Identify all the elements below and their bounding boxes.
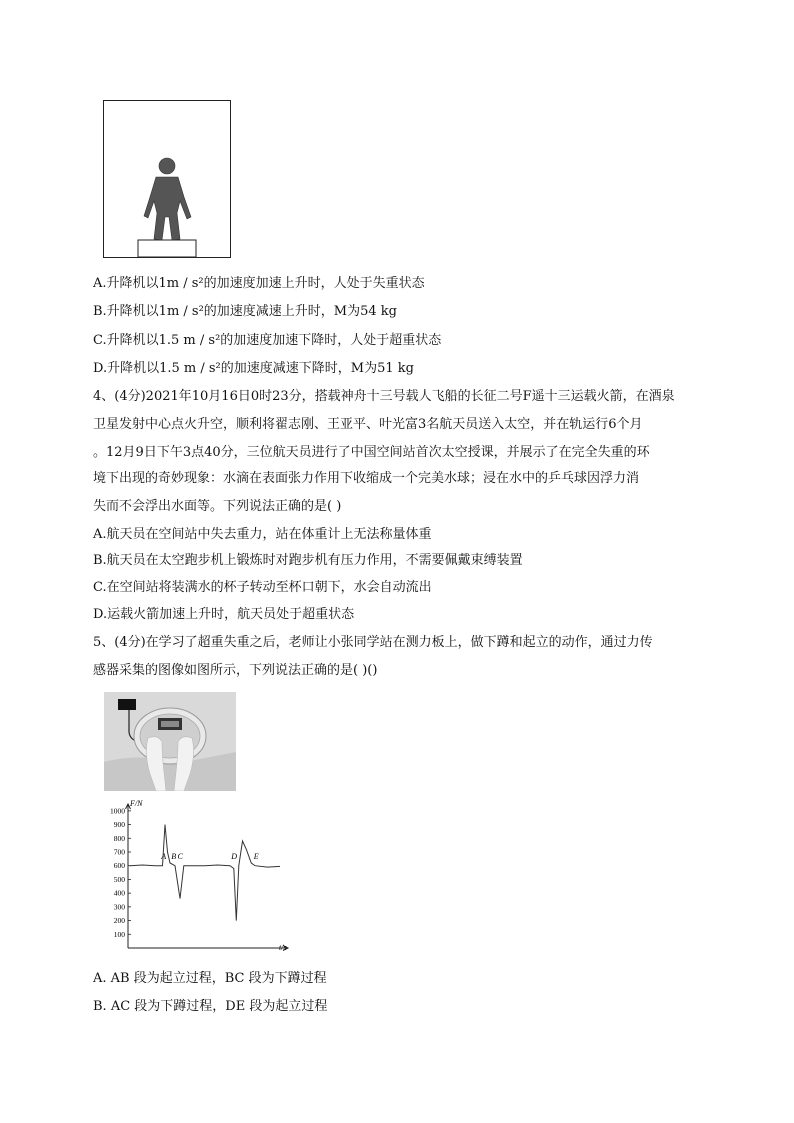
q4-stem-line-5: 失而不会浮出水面等。下列说法正确的是( )	[93, 499, 342, 514]
elevator-figure	[103, 100, 231, 258]
q4-option-a: A.航天员在空间站中失去重力，站在体重计上无法称量体重	[93, 527, 432, 542]
y-tick-label: 800	[113, 833, 125, 843]
y-tick-label: 300	[113, 902, 125, 912]
q3-option-c: C.升降机以1.5 m / s²的加速度加速下降时，人处于超重状态	[93, 333, 442, 348]
q3-option-d: D.升降机以1.5 m / s²的加速度减速下降时，M为51 kg	[93, 361, 414, 376]
force-series-line	[130, 825, 280, 921]
q4-option-b: B.航天员在太空跑步机上锻炼时对跑步机有压力作用，不需要佩戴束缚装置	[93, 553, 523, 568]
person-on-scale-drawing	[104, 101, 232, 259]
force-plate-photo	[104, 692, 236, 791]
q4-stem-line-3: 。12月9日下午3点40分，三位航天员进行了中国空间站首次太空授课，并展示了在完全失重的环	[93, 445, 650, 460]
y-tick-label: 900	[113, 820, 125, 830]
q4-option-d: D.运载火箭加速上升时，航天员处于超重状态	[93, 607, 355, 622]
y-tick-label: 700	[113, 847, 125, 857]
point-label-e: E	[253, 851, 259, 861]
point-label-d: D	[231, 851, 238, 861]
q4-option-c: C.在空间站将装满水的杯子转动至杯口朝下，水会自动流出	[93, 580, 432, 595]
q5-option-b: B. AC 段为下蹲过程，DE 段为起立过程	[93, 999, 328, 1014]
x-axis-label: t/s	[279, 943, 287, 952]
point-label-b: B	[171, 851, 177, 861]
q3-option-b: B.升降机以1m / s²的加速度减速上升时，M为54 kg	[93, 304, 397, 319]
force-time-chart-svg	[98, 796, 298, 960]
y-tick-label: 400	[113, 888, 125, 898]
q5-stem-line-2: 感器采集的图像如图所示，下列说法正确的是( )()	[93, 663, 378, 678]
q3-option-a: A.升降机以1m / s²的加速度加速上升时，人处于失重状态	[93, 276, 425, 291]
y-tick-label: 100	[113, 929, 125, 939]
q4-stem-line-4: 境下出现的奇妙现象：水滴在表面张力作用下收缩成一个完美水球；浸在水中的乒乓球因浮力消	[93, 471, 640, 486]
y-tick-label: 600	[113, 861, 125, 871]
force-time-graph	[98, 796, 298, 960]
q4-stem-line-2: 卫星发射中心点火升空，顺利将翟志刚、王亚平、叶光富3名航天员送入太空，并在轨运行6个月	[93, 417, 643, 432]
y-tick-label: 1000	[110, 806, 125, 816]
q5-stem-line-1: 5、(4分)在学习了超重失重之后，老师让小张同学站在测力板上，做下蹲和起立的动作，通过力传	[93, 635, 653, 650]
q5-option-a: A. AB 段为起立过程，BC 段为下蹲过程	[93, 971, 327, 986]
point-label-a: A	[161, 851, 167, 861]
y-tick-label: 500	[113, 874, 125, 884]
q4-stem-line-1: 4、(4分)2021年10月16日0时23分，搭载神舟十三号载人飞船的长征二号F遥十三运载火箭，在酒泉	[93, 389, 675, 404]
y-tick-label: 200	[113, 916, 125, 926]
y-axis-label: F/N	[130, 799, 143, 808]
point-label-c: C	[177, 851, 183, 861]
